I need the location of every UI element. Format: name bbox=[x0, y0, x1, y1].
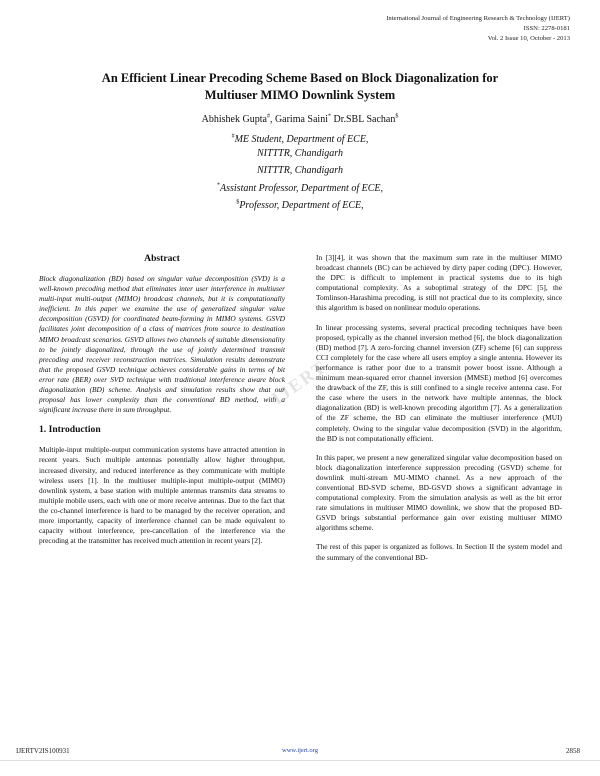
affiliation-nitttr-2: NITTTR, Chandigarh bbox=[257, 165, 343, 176]
right-paragraph-2: In linear processing systems, several practical precoding techniques have been proposed, typically as the channel inversion method [6], the block diagonalization (BD) method [7]. A zero-forcing channel inversion (ZF) scheme [6] can suppress CCI completely for the case where all users employ a single antenna. However its performance is rather poor due to a transmit power boost issue. Although a minimum mean-squared error channel inversion (MMSE) method [6] overcomes the drawback of the ZF, this is still confined to a single receive antenna case. For the case where the users in the network have multiple antennas, the block diagonalization (BD) is well-known precoding algorithm [7]. As a generalization of the ZF scheme, the BD can eliminate the multiuser interference (MUI) completely. Owing to the singular value decomposition (SVD) in the algorithm, the BD is not computationally efficient. bbox=[316, 322, 562, 443]
running-header bbox=[270, 14, 570, 44]
page-number: 2858 bbox=[566, 747, 580, 755]
abstract-heading: Abstract bbox=[144, 253, 180, 264]
affiliation-professor-text: Professor, Department of ECE, bbox=[239, 200, 364, 211]
abstract-text: Block diagonalization (BD) based on singular value decomposition (SVD) is a well-known precoding method that eliminates inter user interference in multiuser multi-input multi-output (MIMO) broadcast channels, but it is computationally inefficient. In this paper we examine the use of generalized singular value decomposition (GSVD) for coordinated beam-forming in MIMO systems. GSVD facilitates joint decomposition of a class of matrices from source to destination MIMO broadcast scenarios. GSVD allows two channels of suitable dimensionality to be jointly diagonalized, through the use of jointly determined transmit precoding and receiver reconstruction matrices. Simulation results demonstrate that the proposed GSVD technique achieves considerable gains in terms of bit error rate (BER) over SVD technique with traditional interference aware block diagonalization (BD) scheme. Analysis and simulation results show that our proposal has lower complexity than the conventional BD method, with a significant increase there in sum throughput. bbox=[39, 274, 285, 415]
affiliation-me-text: ME Student, Department of ECE, bbox=[234, 134, 369, 145]
author-2: Garima Saini bbox=[274, 114, 328, 125]
footer-rule bbox=[0, 760, 600, 761]
author-3: Dr.SBL Sachan bbox=[330, 114, 396, 125]
introduction-paragraph-1: Multiple-input multiple-output communication systems have attracted attention in recent years. Such multiple antennas potentially allow higher throughput, increased diversity, and reduced interference as they communicate with multiple wireless users [1]. In the multiuser multiple-input multiple-output (MIMO) downlink system, a base station with multiple antennas transmits data streams to multiple mobile users, each with one or more receive antennas. Due to the fact that the co-channel interference is hard to be managed by the receiver operation, and more importantly, capacity of interference channel can be made equivalent to capacity without interference, pre-cancellation of the interference via the precoding at the transmitter has received much attention in recent years [2]. bbox=[39, 445, 285, 546]
affiliation-professor bbox=[40, 199, 560, 213]
right-column bbox=[316, 253, 562, 572]
right-paragraph-4: The rest of this paper is organized as follows. In Section II the system model and the summary of the conventional BD- bbox=[316, 542, 562, 562]
paper-title bbox=[40, 70, 560, 104]
affiliation-professor-mark: $ bbox=[236, 199, 240, 206]
affiliation-assistant bbox=[40, 182, 560, 196]
affiliation-assistant-mark: * bbox=[217, 182, 221, 189]
volume-issue: Vol. 2 Issue 10, October - 2013 bbox=[487, 35, 570, 42]
affiliation-assistant-text: Assistant Professor, Department of ECE, bbox=[220, 183, 383, 194]
paper-id: IJERTV2IS100931 bbox=[16, 747, 70, 755]
journal-website-link[interactable]: www.ijert.org bbox=[282, 747, 318, 754]
right-paragraph-3: In this paper, we present a new generalized singular value decomposition based on block diagonalization interference suppression precoding (GSVD) scheme for downlink multi-stream MU-MIMO channel. As a new approach of the conventional BD-SVD scheme, BD-GSVD shows a significant advantage in computational complexity. From the simulation analysis as well as the bit error rate simulations in multiuser MIMO downlink, we show that the proposed BD-GSVD brings substantial performance gain over existing multiuser MIMO algorithms scheme. bbox=[316, 452, 562, 533]
ijert-watermark: IJERT bbox=[268, 356, 331, 409]
affiliation-me bbox=[40, 133, 560, 147]
title-line-1: An Efficient Linear Precoding Scheme Based on Block Diagonalization for bbox=[101, 71, 499, 85]
affiliation-nitttr-1: NITTTR, Chandigarh bbox=[257, 148, 343, 159]
author-separator: , bbox=[269, 114, 275, 125]
issn: ISSN: 2278-0181 bbox=[523, 25, 570, 32]
journal-name: International Journal of Engineering Research & Technology (IJERT) bbox=[386, 15, 570, 22]
author-1: Abhishek Gupta bbox=[201, 114, 267, 125]
author-1-mark: # bbox=[266, 113, 270, 120]
right-paragraph-1: In [3][4], it was shown that the maximum sum rate in the multiuser MIMO broadcast channels (BC) can be achieved by dirty paper coding (DPC). However, the DPC is difficult to implement in practical systems due to its high computational complexity. As a suboptimal strategy of the DPC [5], the Tomlinson-Harashima precoding, is still not practical due to its complexity, since this algorithm is based on nonlinear modulo operations. bbox=[316, 253, 562, 313]
affiliation-me-mark: # bbox=[231, 133, 235, 140]
author-3-mark: $ bbox=[395, 113, 399, 120]
introduction-heading: 1. Introduction bbox=[39, 424, 101, 436]
author-2-mark: * bbox=[327, 113, 331, 120]
author-list bbox=[40, 113, 560, 127]
left-column bbox=[39, 253, 285, 555]
title-line-2: Multiuser MIMO Downlink System bbox=[204, 88, 396, 102]
